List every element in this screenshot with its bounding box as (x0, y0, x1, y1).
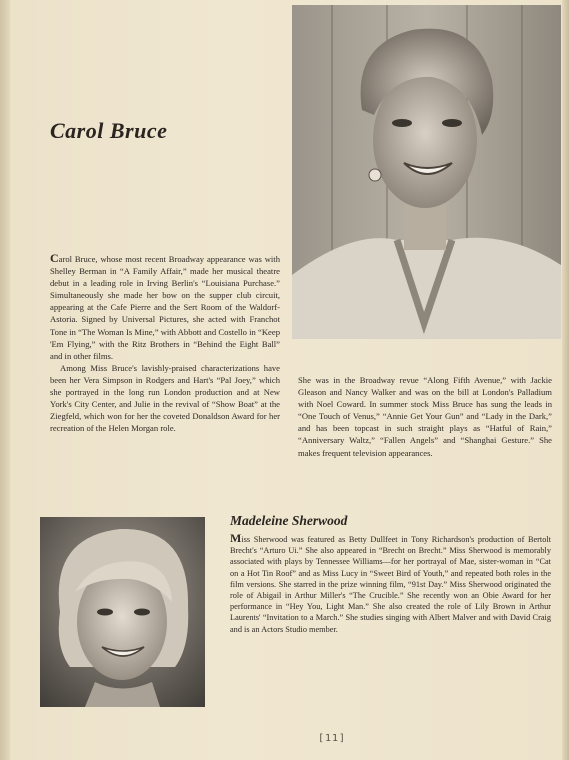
carol-bruce-heading: Carol Bruce (50, 118, 168, 143)
carol-bio-paragraph-1 (50, 252, 280, 362)
carol-bio-column-2 (298, 374, 552, 459)
madeleine-sherwood-heading: Madeleine Sherwood (230, 513, 348, 528)
carol-bio-paragraph-1-text: arol Bruce, whose most recent Broadway appearance was with Shelley Berman in “A Family Affair,” made her musical theatre debut in a leading role in Irving Berlin's “Louisiana Purchase.” Simultaneously she made her bow on the supper club circuit, appearing at the Cafe Pierre and the Sert Room of the Waldorf-Astoria. Signed by Universal Pictures, she acted with Franchot Tone in “The Woman Is Mine,” with Abbott and Costello in “Keep 'Em Flying,” with the Ritz Brothers in “Behind the Eight Ball” and in other films. (50, 254, 280, 361)
madeleine-bio-text: iss Sherwood was featured as Betty Dullfeet in Tony Richardson's production of Bertolt Brecht's “Arturo Ui.” She also appeared in “Brecht on Brecht.” Miss Sherwood is memorably associated with plays by Tennessee Williams—for her portrayal of Mae, sister-woman in “Cat on a Hot Tin Roof” and as Miss Lucy in “Sweet Bird of Youth,” and repeated both roles in the film versions. She starred in the prize winning film, “91st Day.” Miss Sherwood originated the role of Abigail in Arthur Miller's “The Crucible.” She recently won an Obie Award for her performance in “Hey You, Light Man.” She also created the role of Lily Brown in Arthur Laurents' “Invitation to a March.” She studies singing with Albert Malver and with David Craig and is an Actors Studio member. (230, 535, 551, 634)
carol-bio-paragraph-3: She was in the Broadway revue “Along Fifth Avenue,” with Jackie Gleason and Nancy Walker and was on the bill at London's Palladium with Noel Coward. In summer stock Miss Bruce has sung the leads in “One Touch of Venus,” “Annie Get Your Gun” and “Lady in the Dark,” and has been topcast in such straight plays as “Hatful of Rain,” “Anniversary Waltz,” “Fallen Angels” and “Shanghai Gesture.” She makes frequent television appearances. (298, 375, 552, 458)
page-number: [11] (318, 733, 347, 744)
page-right-edge (562, 0, 569, 760)
page-left-edge (0, 0, 10, 760)
carol-bruce-photo (292, 5, 561, 339)
carol-bio-paragraph-2: Among Miss Bruce's lavishly-praised characterizations have been her Vera Simpson in Rodgers and Hart's “Pal Joey,” which she portrayed in the long run London production and at New York's City Center, and Julie in the revival of “Show Boat” at the Ziegfeld, which won for her the coveted Donaldson Award for her recreation of the Helen Morgan role. (50, 362, 280, 434)
carol-bio-column-1 (50, 252, 280, 434)
madeleine-bio (230, 532, 551, 635)
carol-dropcap: C (50, 251, 59, 265)
madeleine-bio-paragraph (230, 532, 551, 635)
madeleine-dropcap: M (230, 531, 242, 545)
madeleine-sherwood-photo (40, 517, 205, 707)
